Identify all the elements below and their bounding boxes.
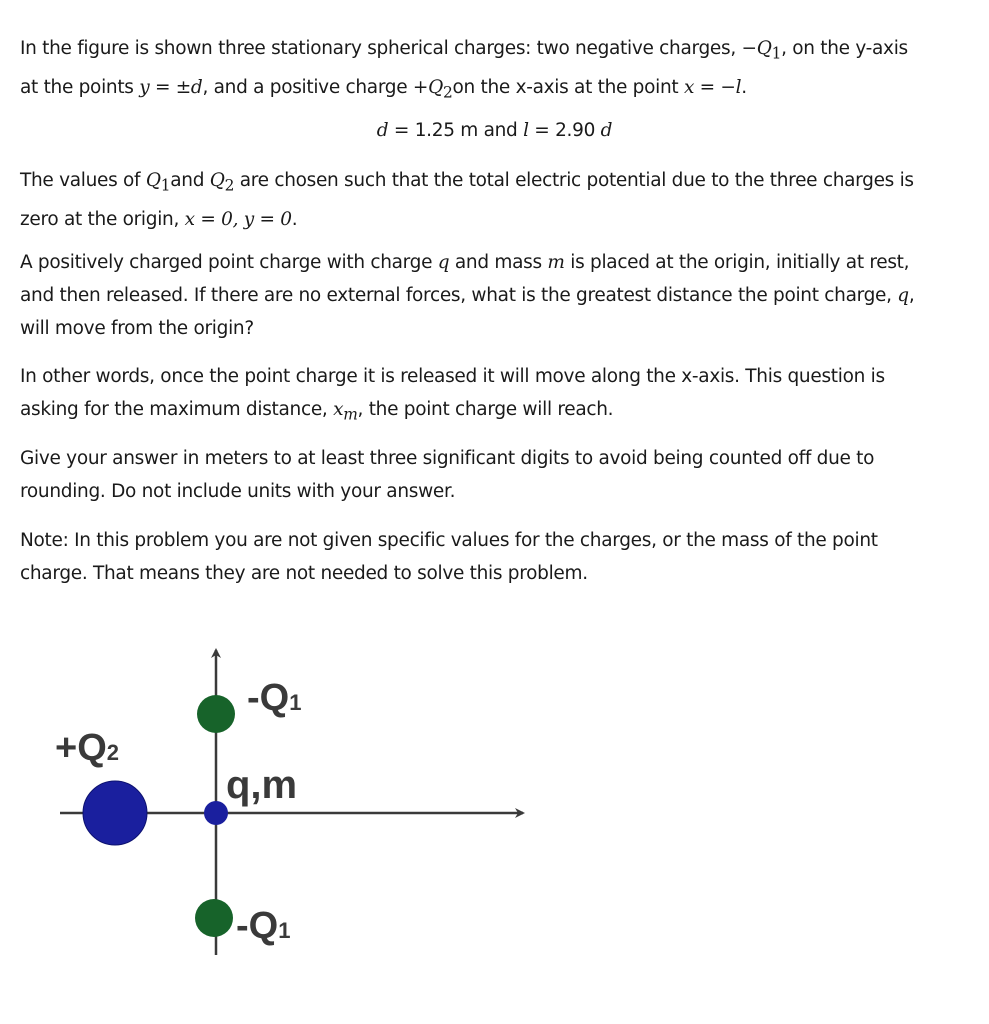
charge-q1-top bbox=[197, 695, 235, 733]
answer-instructions bbox=[20, 442, 970, 508]
subscript: 2 bbox=[443, 83, 453, 102]
text: on the x-axis at the point bbox=[452, 76, 684, 98]
text: zero at the origin, bbox=[20, 208, 185, 230]
text: = 1.25 m and bbox=[388, 120, 524, 141]
text: and mass bbox=[449, 252, 548, 273]
subscript: 1 bbox=[771, 44, 782, 63]
math-q: q bbox=[437, 252, 450, 273]
text: is placed at the origin, initially at rest, bbox=[564, 252, 910, 273]
math-xm: x bbox=[333, 399, 344, 420]
text: , on the y-axis bbox=[781, 38, 908, 59]
charge-q2-positive bbox=[83, 781, 147, 845]
text: In the figure is shown three stationary spherical charges: two negative charges, bbox=[20, 38, 742, 59]
text: , and a positive charge bbox=[202, 76, 413, 98]
text: . bbox=[741, 76, 747, 98]
text: , the point charge will reach. bbox=[357, 399, 614, 420]
text: The values of bbox=[20, 170, 146, 191]
charge-figure bbox=[0, 620, 560, 980]
text: Note: In this problem you are not given specific values for the charges, or the mass of the point bbox=[20, 530, 878, 551]
charge-q1-bottom bbox=[195, 899, 233, 937]
text: , bbox=[908, 285, 915, 306]
given-values bbox=[0, 114, 989, 147]
text: = 2.90 bbox=[528, 120, 601, 141]
label-q1-top: -Q1 bbox=[247, 677, 302, 719]
subscript: 1 bbox=[160, 176, 171, 195]
text: In other words, once the point charge it is released it will move along the x-axis. This question is bbox=[20, 366, 885, 387]
text: are chosen such that the total electric potential due to the three charges is bbox=[234, 170, 914, 191]
subscript: m bbox=[343, 405, 358, 424]
math-x-l: x = −l bbox=[683, 76, 742, 98]
text: and bbox=[170, 170, 210, 191]
text: A positively charged point charge with charge bbox=[20, 252, 438, 273]
text: . bbox=[291, 208, 298, 230]
math-m: m bbox=[547, 252, 565, 273]
intro-paragraph bbox=[20, 32, 970, 109]
math-origin: x = 0, y = 0 bbox=[184, 208, 292, 230]
math-q2: +Q bbox=[412, 76, 443, 98]
math-d: d bbox=[600, 120, 613, 141]
clarification-paragraph bbox=[20, 360, 970, 432]
question-paragraph bbox=[20, 246, 970, 345]
math-q: q bbox=[897, 285, 909, 306]
text: asking for the maximum distance, bbox=[20, 399, 334, 420]
text: will move from the origin? bbox=[20, 318, 254, 339]
text: at the points bbox=[20, 76, 140, 98]
math-y-d: y = ±d bbox=[139, 76, 203, 98]
math-q2: Q bbox=[209, 170, 225, 191]
math-d: d bbox=[376, 120, 389, 141]
point-charge-q bbox=[204, 801, 228, 825]
math-l: l bbox=[523, 120, 529, 141]
text: rounding. Do not include units with your answer. bbox=[20, 481, 456, 502]
text: and then released. If there are no external forces, what is the greatest distance the point charge, bbox=[20, 285, 898, 306]
subscript: 2 bbox=[224, 176, 235, 195]
label-q2: +Q2 bbox=[55, 727, 119, 769]
label-qm: q,m bbox=[226, 763, 298, 807]
math-q1: −Q bbox=[741, 38, 772, 59]
note-paragraph bbox=[20, 524, 970, 590]
math-q1: Q bbox=[145, 170, 161, 191]
text: Give your answer in meters to at least three significant digits to avoid being counted off due to bbox=[20, 448, 875, 469]
potential-paragraph bbox=[20, 164, 970, 236]
text: charge. That means they are not needed to solve this problem. bbox=[20, 563, 588, 584]
label-q1-bottom: -Q1 bbox=[236, 905, 291, 947]
